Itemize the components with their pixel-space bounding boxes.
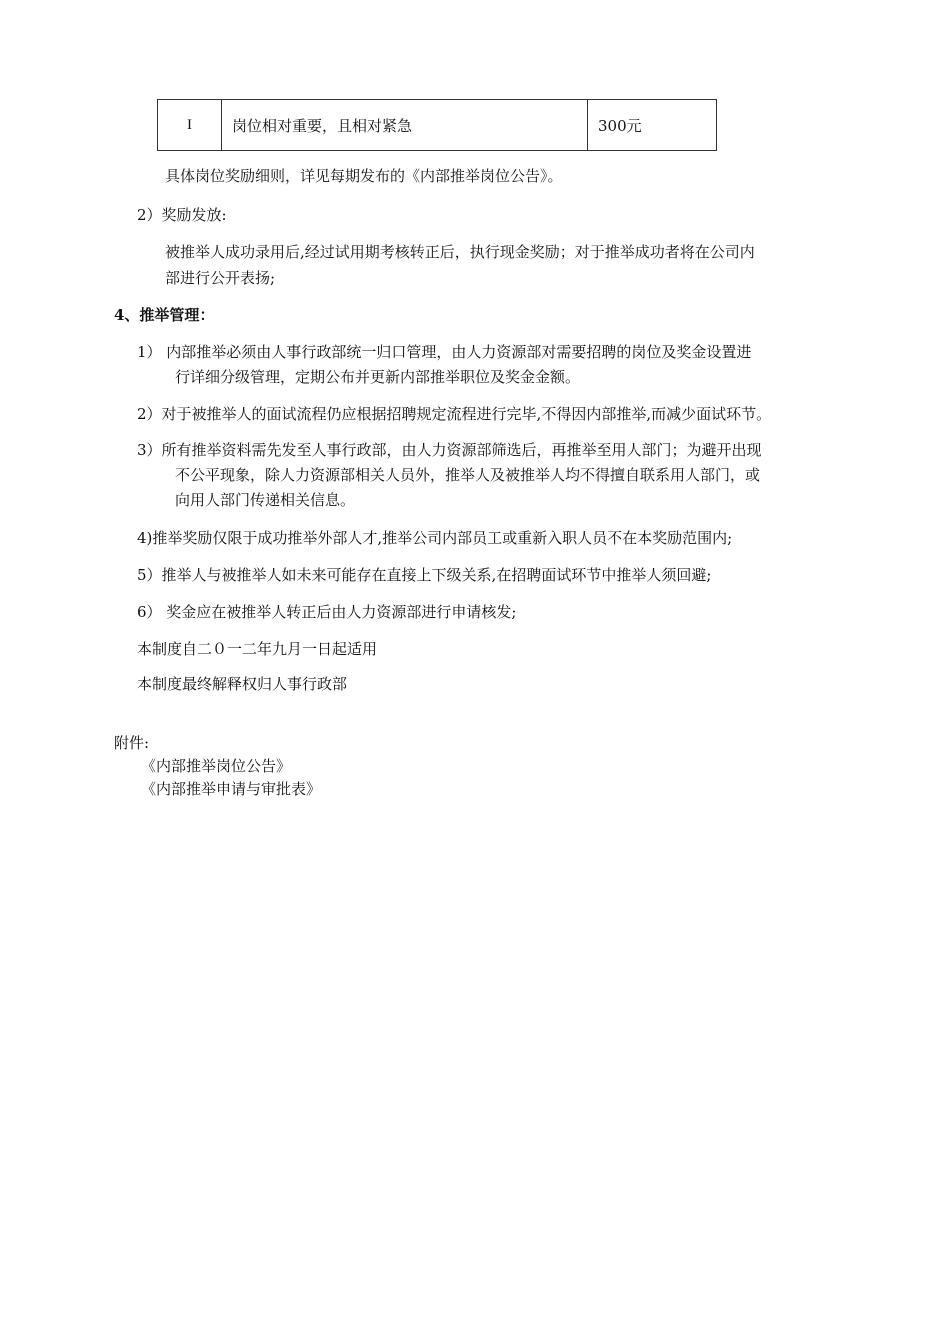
attachment-item: 《内部推举申请与审批表》 xyxy=(141,780,322,798)
level-cell: I xyxy=(158,100,222,151)
reward-distribution-heading: 2）奖励发放: xyxy=(137,206,227,224)
interpretation: 本制度最终解释权归人事行政部 xyxy=(137,675,348,693)
list-item-1-line-1: 1） 内部推举必须由人事行政部统一归口管理，由人力资源部对需要招聘的岗位及奖金设置进 xyxy=(137,343,752,361)
reward-table xyxy=(157,99,717,151)
attachment-item: 《内部推举岗位公告》 xyxy=(141,757,292,775)
effective-date: 本制度自二０一二年九月一日起适用 xyxy=(137,640,378,658)
table-row xyxy=(158,100,717,151)
list-item-5: 5）推举人与被推举人如未来可能存在直接上下级关系,在招聘面试环节中推举人须回避; xyxy=(137,566,712,584)
list-item-3-line-1: 3）所有推举资料需先发至人事行政部，由人力资源部筛选后，再推举至用人部门；为避开出现 xyxy=(137,441,762,459)
list-item-4: 4)推举奖励仅限于成功推举外部人才,推举公司内部员工或重新入职人员不在本奖励范围内; xyxy=(137,529,733,547)
section-4-title: 4、推举管理： xyxy=(114,306,215,324)
amount-cell: 300元 xyxy=(588,100,717,151)
list-item-3-line-2: 不公平现象，除人力资源部相关人员外，推举人及被推举人均不得擅自联系用人部门，或 xyxy=(175,466,761,484)
list-item-6: 6） 奖金应在被推举人转正后由人力资源部进行申请核发; xyxy=(137,603,517,621)
list-item-3-line-3: 向用人部门传递相关信息。 xyxy=(175,491,356,509)
attachments-label: 附件: xyxy=(114,734,150,752)
reward-note: 具体岗位奖励细则，详见每期发布的《内部推举岗位公告》。 xyxy=(165,167,563,185)
reward-distribution-text-1: 被推举人成功录用后,经过试用期考核转正后，执行现金奖励；对于推举成功者将在公司内 xyxy=(165,243,755,261)
list-item-2: 2）对于被推举人的面试流程仍应根据招聘规定流程进行完毕,不得因内部推举,而减少面试环节。 xyxy=(137,405,772,423)
reward-distribution-text-2: 部进行公开表扬; xyxy=(165,269,276,287)
list-item-1-line-2: 行详细分级管理，定期公布并更新内部推举职位及奖金金额。 xyxy=(175,368,581,386)
description-cell: 岗位相对重要，且相对紧急 xyxy=(222,100,588,151)
